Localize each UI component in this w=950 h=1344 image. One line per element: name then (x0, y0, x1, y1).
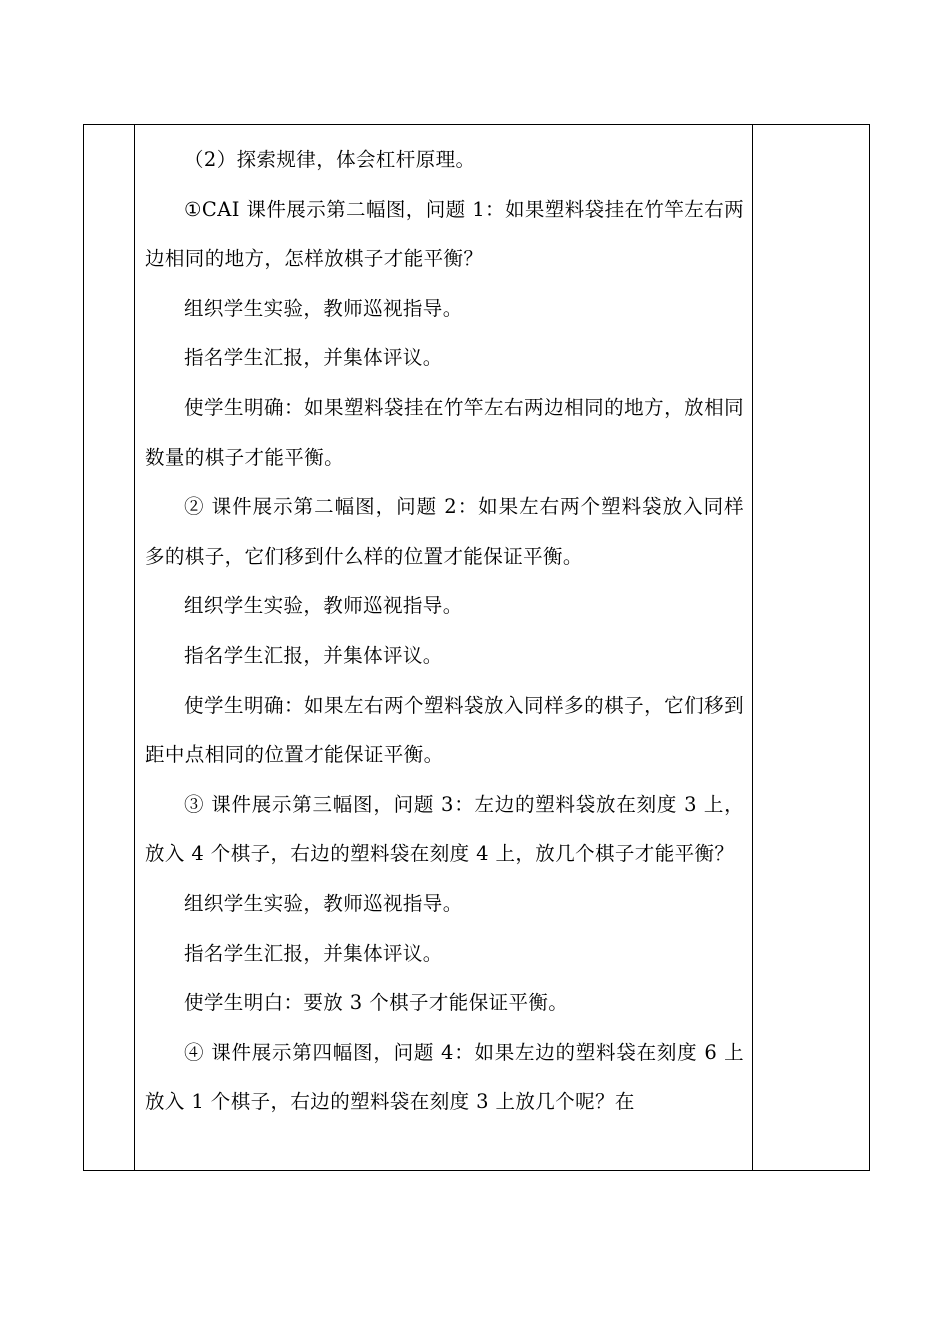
left-cell (84, 125, 135, 1171)
lesson-plan-table (83, 124, 870, 1171)
paragraph-question-3: ③ 课件展示第三幅图，问题 3：左边的塑料袋放在刻度 3 上，放入 4 个棋子，右边的塑料袋在刻度 4 上，放几个棋子才能平衡？ (145, 792, 744, 866)
paragraph-section-heading: （2）探索规律，体会杠杆原理。 (184, 148, 476, 171)
paragraph-conclusion-3: 使学生明白：要放 3 个棋子才能保证平衡。 (184, 991, 569, 1015)
table-row (84, 125, 870, 1171)
paragraph-experiment-1: 组织学生实验，教师巡视指导。 (184, 296, 463, 320)
lesson-content (135, 125, 752, 1127)
paragraph-question-2: ② 课件展示第二幅图，问题 2：如果左右两个塑料袋放入同样多的棋子，它们移到什么样的位置才能保证平衡。 (145, 495, 744, 568)
paragraph-experiment-2: 组织学生实验，教师巡视指导。 (184, 594, 463, 618)
paragraph-report-1: 指名学生汇报，并集体评议。 (184, 346, 443, 370)
paragraph-question-1: ①CAI 课件展示第二幅图，问题 1：如果塑料袋挂在竹竿左右两边相同的地方，怎样放棋子才能平衡？ (145, 197, 744, 271)
paragraph-report-2: 指名学生汇报，并集体评议。 (184, 643, 443, 667)
paragraph-conclusion-2: 使学生明确：如果左右两个塑料袋放入同样多的棋子，它们移到距中点相同的位置才能保证平衡。 (145, 693, 744, 767)
paragraph-report-3: 指名学生汇报，并集体评议。 (184, 941, 443, 965)
paragraph-experiment-3: 组织学生实验，教师巡视指导。 (184, 891, 463, 915)
paragraph-conclusion-1: 使学生明确：如果塑料袋挂在竹竿左右两边相同的地方，放相同数量的棋子才能平衡。 (145, 395, 744, 469)
right-cell (753, 125, 870, 1171)
paragraph-question-4: ④ 课件展示第四幅图，问题 4：如果左边的塑料袋在刻度 6 上放入 1 个棋子，右边的塑料袋在刻度 3 上放几个呢？在 (145, 1040, 744, 1114)
content-cell (135, 125, 753, 1171)
